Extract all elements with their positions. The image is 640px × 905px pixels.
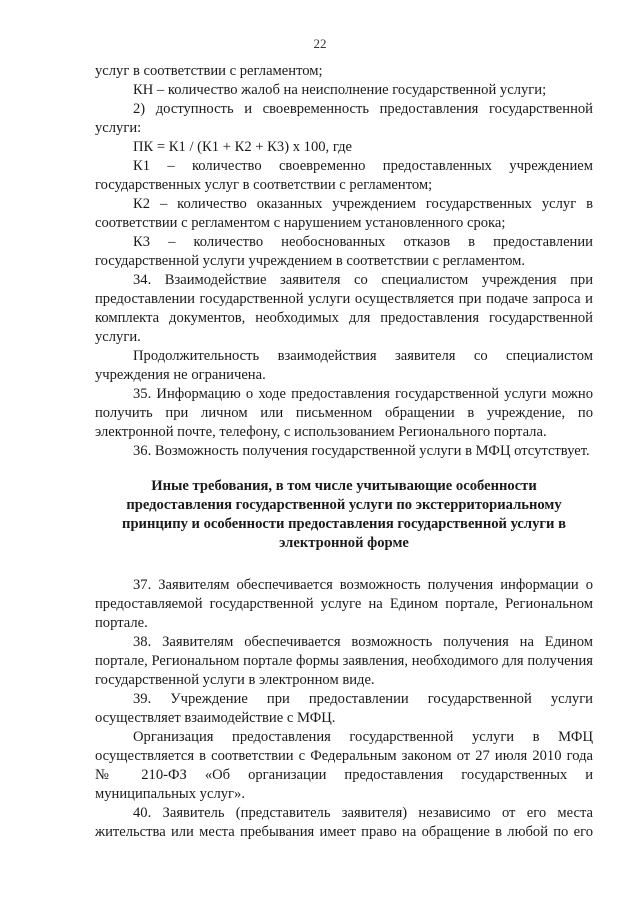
paragraph: 40. Заявитель (представитель заявителя) независимо от его места жительства или места пребывания имеет право на обращение в любой по его <box>95 805 593 840</box>
page-number: 22 <box>313 36 327 51</box>
paragraph: 39. Учреждение при предоставлении государственной услуги осуществляет взаимодействие с МФЦ. <box>95 691 593 726</box>
paragraph: 36. Возможность получения государственной услуги в МФЦ отсутствует. <box>133 443 590 459</box>
paragraph: 34. Взаимодействие заявителя со специалистом учреждения при предоставлении государственной услуги осуществляется при подаче запроса и комплекта документов, необходимых для предоставления государственной услуги. <box>95 272 593 345</box>
section-heading: Иные требования, в том числе учитывающие особенности предоставления государственной услуги по экстерриториальному принципу и особенности предоставления государственной услуги в электронной форме <box>122 478 566 551</box>
formula: ПК = К1 / (К1 + К2 + К3) х 100, где <box>133 139 352 155</box>
paragraph: КН – количество жалоб на неисполнение государственной услуги; <box>133 82 547 98</box>
document-body <box>95 62 593 842</box>
paragraph: Организация предоставления государственной услуги в МФЦ осуществляется в соответствии с Федеральным законом от 27 июля 2010 года № 210-ФЗ «Об организации предоставления государственных и муниципальных услуг». <box>95 729 593 802</box>
paragraph: услуг в соответствии с регламентом; <box>95 63 323 79</box>
paragraph: 38. Заявителям обеспечивается возможность получения на Едином портале, Региональном портале формы заявления, необходимого для получения государственной услуги в электронном виде. <box>95 634 593 688</box>
paragraph: Продолжительность взаимодействия заявителя со специалистом учреждения не ограничена. <box>95 348 593 383</box>
paragraph: К1 – количество своевременно предоставленных учреждением государственных услуг в соответствии с регламентом; <box>95 158 593 193</box>
paragraph: К2 – количество оказанных учреждением государственных услуг в соответствии с регламентом с нарушением установленного срока; <box>95 196 593 231</box>
paragraph: 35. Информацию о ходе предоставления государственной услуги можно получить при личном или письменном обращении в учреждение, по электронной почте, телефону, с использованием Регионального портала. <box>95 386 593 440</box>
paragraph: 37. Заявителям обеспечивается возможность получения информации о предоставляемой государственной услуге на Едином портале, Региональном портале. <box>95 577 593 631</box>
paragraph: К3 – количество необоснованных отказов в предоставлении государственной услуги учреждением в соответствии с регламентом. <box>95 234 593 269</box>
paragraph: 2) доступность и своевременность предоставления государственной услуги: <box>95 101 593 136</box>
